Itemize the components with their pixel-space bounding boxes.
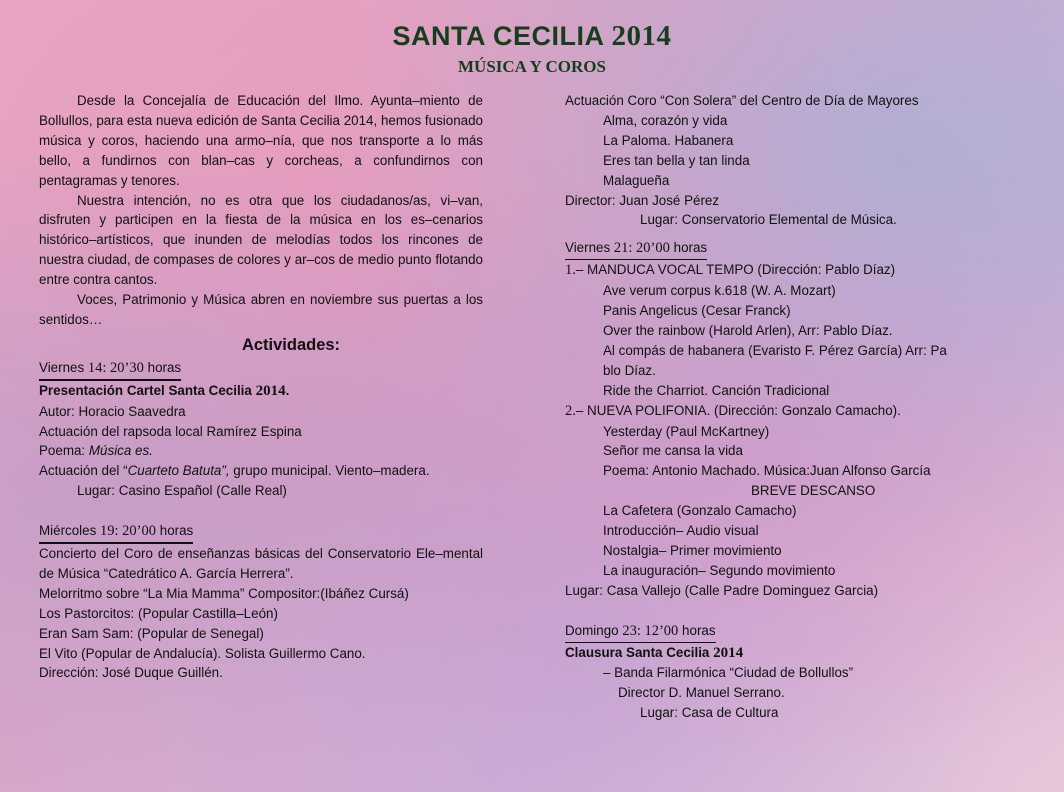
miercoles19-heading: Miércoles 19: 20’00 horas <box>39 521 483 544</box>
solera-song: La Paloma. Habanera <box>603 132 734 148</box>
domingo23-banda: – Banda Filarmónica “Ciudad de Bollullos” <box>603 665 854 681</box>
miercoles19-concierto: Concierto del Coro de enseñanzas básicas del Conservatorio Ele–mental de Música “Catedrático A. García Herrera”. <box>39 546 483 581</box>
group2-item: Nostalgia– Primer movimiento <box>603 542 782 558</box>
right-column <box>565 91 1015 723</box>
group1-item: Over the rainbow (Harold Arlen), Arr: Pablo Díaz. <box>603 322 893 338</box>
miercoles19-item: Dirección: José Duque Guillén. <box>39 665 223 681</box>
page-title <box>0 20 1064 53</box>
viernes14-lugar: Lugar: Casino Español (Calle Real) <box>77 483 287 499</box>
domingo23-lugar: Lugar: Casa de Cultura <box>640 705 779 721</box>
group2-item: La inauguración– Segundo movimiento <box>603 562 836 578</box>
viernes14-rapsoda: Actuación del rapsoda local Ramírez Espina <box>39 423 302 439</box>
viernes14-poema: Poema: Música es. <box>39 443 153 459</box>
viernes14-title: Presentación Cartel Santa Cecilia 2014. <box>39 382 290 399</box>
group2-item: Introducción– Audio visual <box>603 523 759 539</box>
solera-song: Eres tan bella y tan linda <box>603 152 750 168</box>
group2-item: Señor me cansa la vida <box>603 443 743 459</box>
viernes14-autor: Autor: Horacio Saavedra <box>39 403 186 419</box>
solera-song: Malagueña <box>603 172 670 188</box>
group1-item: Ride the Charriot. Canción Tradicional <box>603 382 830 398</box>
group1-item: blo Díaz. <box>603 362 656 378</box>
viernes21-lugar: Lugar: Casa Vallejo (Calle Padre Dominguez Garcia) <box>565 582 879 598</box>
group1-item: Ave verum corpus k.618 (W. A. Mozart) <box>603 283 836 299</box>
left-column <box>39 91 483 683</box>
solera-lugar: Lugar: Conservatorio Elemental de Música. <box>640 212 897 228</box>
miercoles19-item: Eran Sam Sam: (Popular de Senegal) <box>39 625 264 641</box>
domingo23-heading: Domingo 23: 12’00 horas <box>565 621 1015 643</box>
group2-item: La Cafetera (Gonzalo Camacho) <box>603 503 797 519</box>
page-subtitle: MÚSICA Y COROS <box>458 57 606 76</box>
title-year: 2014 <box>611 20 672 52</box>
intro-paragraph-3: Voces, Patrimonio y Música abren en noviembre sus puertas a los sentidos… <box>39 292 483 327</box>
intro-paragraph-2: Nuestra intención, no es otra que los ciudadanos/as, vi–van, disfruten y participen en la fiesta de la música en los es–cenarios histórico–artísticos, que inunden de melodías todos los rincones de nuestra ciudad, de compases de colores y ar–cos de medio punto flotando entre contra cantos. <box>39 192 483 288</box>
activities-heading: Actividades: <box>241 335 341 354</box>
group1-item: Al compás de habanera (Evaristo F. Pérez García) Arr: Pa <box>603 342 947 358</box>
viernes21-group2: 2.– NUEVA POLIFONIA. (Dirección: Gonzalo Camacho). <box>565 402 901 419</box>
breve-descanso: BREVE DESCANSO <box>751 483 876 499</box>
viernes14-cuarteto: Actuación del “Cuarteto Batuta”, grupo municipal. Viento–madera. <box>39 463 430 479</box>
miercoles19-item: El Vito (Popular de Andalucía). Solista Guillermo Cano. <box>39 645 366 661</box>
domingo23-title: Clausura Santa Cecilia 2014 <box>565 644 744 661</box>
solera-director: Director: Juan José Pérez <box>565 192 720 208</box>
intro-paragraph-1: Desde la Concejalía de Educación del Ilmo. Ayunta–miento de Bollullos, para esta nueva edición de Santa Cecilia 2014, hemos fusionado música y coros, haciendo una armo–nía, que nos transporte a lo más bello, a fundirnos con blan–cas y corcheas, a confundirnos con pentagramas y tenores. <box>39 93 483 188</box>
domingo23-director: Director D. Manuel Serrano. <box>618 685 785 701</box>
viernes21-heading: Viernes 21: 20’00 horas <box>565 238 1015 260</box>
solera-song: Alma, corazón y vida <box>603 112 728 128</box>
viernes14-heading: Viernes 14: 20’30 horas <box>39 358 483 381</box>
miercoles19-item: Los Pastorcitos: (Popular Castilla–León) <box>39 605 278 621</box>
miercoles19-item: Melorritmo sobre “La Mia Mamma” Compositor:(Ibáñez Cursá) <box>39 585 409 601</box>
group2-item: Poema: Antonio Machado. Música:Juan Alfonso García <box>603 463 931 479</box>
title-text: SANTA CECILIA <box>392 21 604 51</box>
group1-item: Panis Angelicus (Cesar Franck) <box>603 303 791 319</box>
solera-intro: Actuación Coro “Con Solera” del Centro de Día de Mayores <box>565 93 919 108</box>
group2-item: Yesterday (Paul McKartney) <box>603 423 770 439</box>
viernes21-group1: 1.– MANDUCA VOCAL TEMPO (Dirección: Pablo Díaz) <box>565 262 896 279</box>
